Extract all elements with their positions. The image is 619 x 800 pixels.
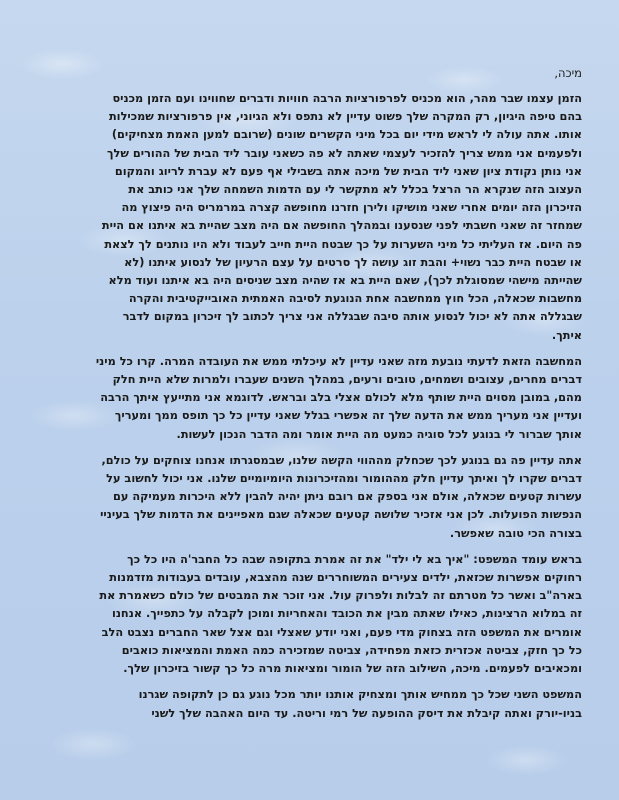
letter-paragraph: המשפט השני שכל כך ממחיש אותך ומצחיק אותנו יותר מכל נוגע גם כן לתקופה שגרנו בניו-יורק ואתה קיבלת את דיסק ההופעה של רמי וריטה. עד היום האהבה שלך לשני: [138, 688, 582, 720]
letter-greeting: מיכה,: [554, 66, 582, 80]
letter-paragraph: הזמן עצמו שבר מהר, הוא מכניס לפרפורציות הרבה חוויות ודברים שחווינו ועם הזמן מכניס בהם טיפה היגיון, רק המקרה שלך פשוט עדיין לא נתפס ולא הגיוני, אין פרפורציות שמכילות אותו. אתה עולה לי לראש מידי יום בכל מיני הקשרים שונים (שרובם למען האמת מצחיקים) ולפעמים אני ממש צריך להזכיר לעצמי שאתה לא פה כשאני עובר ליד הבית של ההורים שלך אני נותן נקודת ציון שאני ליד הבית של מיכה אתה בשבילי אף פעם לא עברת לריוג והמקום העצוב הזה שנקרא הר הרצל בכלל לא מתקשר לי עם הדמות השמחה שלך אני כותב את הזיכרון הזה יומים אחרי שאני מושיקו ולירן חזרנו מחופשה קצרה במרמריס היה פיצוץ מה שמחזר זה שאני חשבתי לפני שנסענו ובמהלך החופשה אם היה מצב שהיית בא איתנו אם היית פה היום. אז העליתי כל מיני השערות על כך שבטח היית חייב לעבוד ולא היו נותנים לך לצאת או שבטח היית כבר נשוי+ והבת זוג עושה לך סרטים על עצם הרעיון של לנסוע איתנו (לא שהייתה מישהי שמסוגלת לכך), שאם היית בא אז שהיה מצב שניסים היה בא איתנו ועוד מלא מחשבות שכאלה, הכל חוץ ממחשבה אחת הנוגעת לסיבה האמתית האובייקטיבית והקרה שבגללה אתה לא יכול לנסוע אותה סיבה שבגללה אני צריך לכתוב לך זיכרון במקום לדבר איתך.: [101, 92, 582, 342]
letter: [92, 60, 582, 731]
letter-paragraph: בראש עומד המשפט: "איך בא לי ילד" את זה אמרת בתקופה שבה כל החבר'ה היו כל כך רחוקים אפשרות שכזאת, ילדים צעירים המשוחררים שנה מהצבא, עובדים בעבודות מזדמנות בארה"ב ואשר כל מטרתם זה לבלות ולפרוק עול. אני זוכר את המבטים של כולם כשאמרת את זה במלוא הרצינות, כאילו שאתה מבין את הכובד והאחריות ומוכן לקבלה על כתפייך. אנחנו אומרים את המשפט הזה בצחוק מדי פעם, ואני יודע שאצלי וגם אצל שאר החברים נצבט הלב כל כך חזק, צביטה אכזרית כזאת מפחידה, צביטה שמזכירה כמה האמת והמציאות כואבים ומכאיבים לפעמים. מיכה, השילוב הזה של הומור ומציאות מרה כל כך קשור בזיכרון שלך.: [99, 552, 582, 676]
letter-paragraph: אתה עדיין פה גם בנוגע לכך שכחלק מההווי הקשה שלנו, שבמסגרתו אנחנו צוחקים על כולם, דברים שקרו לך ואיתך עדיין חלק מההומור ומהזיכרונות היומיומיים שלנו. אני יכול לחשוב על עשרות קטעים שכאלה, אולם אני בספק אם רובם ניתן יהיה להבין ללא היכרות מעמיקה עם הנפשות הפועלות. לכן אני אזכיר שלושה קטעים שכאלה שגם מאפיינים את הדמות שלך בעיניי בצורה הכי טובה שאפשר.: [100, 453, 582, 540]
letter-paragraph: המחשבה הזאת לדעתי נובעת מזה שאני עדיין לא עיכלתי ממש את העובדה המרה. קרו כל מיני דברים מחרים, עצובים ושמחים, טובים ורעים, במהלך השנים שעברו ולמרות שלא היית חלק מהם, במובן מסוים היית שותף מלא לכולם אצלי בלב ובראש. לדוגמא אני מתייעץ איתך הרבה ועדיין אני מעריך ממש את הדעה שלך זה אפשרי בגלל שאני עדיין כל כך תופס ממך ומעריך אותך שברור לי בנוגע לכל סוגיה כמעט מה היית אומר ומה הדבר הנכון לעשות.: [95, 354, 582, 441]
